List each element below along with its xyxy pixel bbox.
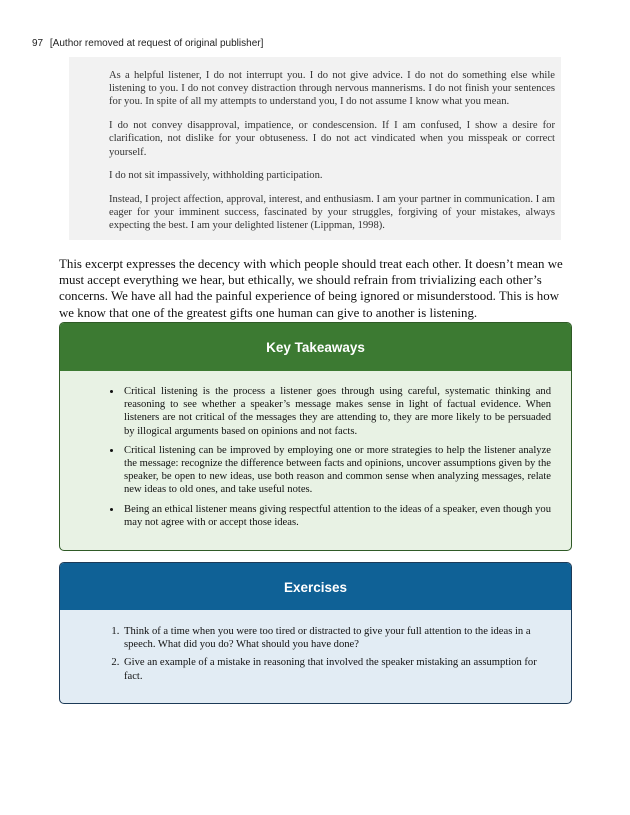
exercise-item: 1. Think of a time when you were too tired or distracted to give your full attention to the ideas in a speech. What did you do? What should you have done? xyxy=(122,625,557,651)
exercises-box xyxy=(59,562,572,704)
exercises-list xyxy=(60,625,571,683)
author-note: [Author removed at request of original publisher] xyxy=(49,38,264,49)
exercise-item: 2. Give an example of a mistake in reasoning that involved the speaker mistaking an assumption for fact. xyxy=(122,656,557,682)
key-takeaways-box xyxy=(59,322,572,551)
quote-paragraph: I do not sit impassively, withholding participation. xyxy=(109,170,323,182)
exercises-title: Exercises xyxy=(60,563,571,610)
block-quote xyxy=(69,57,561,240)
quote-paragraph: Instead, I project affection, approval, interest, and enthusiasm. I am your partner in communication. I am eager for your imminent success, fascinated by your struggles, forgiving of your mistakes, always expecting the best. I am your delighted listener (Lippman, 1998). xyxy=(109,193,555,232)
key-takeaways-title: Key Takeaways xyxy=(60,323,571,371)
running-header xyxy=(32,38,263,49)
key-takeaways-list xyxy=(60,385,571,529)
takeaway-item: • Critical listening is the process a listener goes through using careful, systematic thinking and reasoning to see whether a speaker’s message makes sense in light of factual evidence. When listeners are not critical of the messages they are attending to, they are more likely to be persuaded by illogical arguments based on opinions and not facts. xyxy=(122,385,551,438)
quote-paragraph: As a helpful listener, I do not interrupt you. I do not give advice. I do not do something else while listening to you. I do not convey distraction through nervous mannerisms. I do not finish your sentences for you. In spite of all my attempts to understand you, I do not assume I know what you mean. xyxy=(109,70,555,108)
takeaway-item: • Critical listening can be improved by employing one or more strategies to help the listener analyze the message: recognize the difference between facts and opinions, uncover assumptions given by the speaker, be open to new ideas, use both reason and common sense when analyzing messages, relate new ideas to old ones, and take useful notes. xyxy=(122,444,551,497)
quote-paragraph: I do not convey disapproval, impatience, or condescension. If I am confused, I show a desire for clarification, not dislike for your obtuseness. I do not act vindicated when you misspeak or correct yourself. xyxy=(109,120,555,158)
body-paragraph: This excerpt expresses the decency with which people should treat each other. It doesn’t mean we must accept everything we hear, but ethically, we should refrain from trivializing each other’s concerns. We have all had the painful experience of being ignored or misunderstood. This is how we know that one of the greatest gifts one human can give to another is listening. xyxy=(59,257,563,320)
takeaway-item: • Being an ethical listener means giving respectful attention to the ideas of a speaker, even though you may not agree with or accept those ideas. xyxy=(122,503,551,529)
page-number: 97 xyxy=(32,38,44,49)
